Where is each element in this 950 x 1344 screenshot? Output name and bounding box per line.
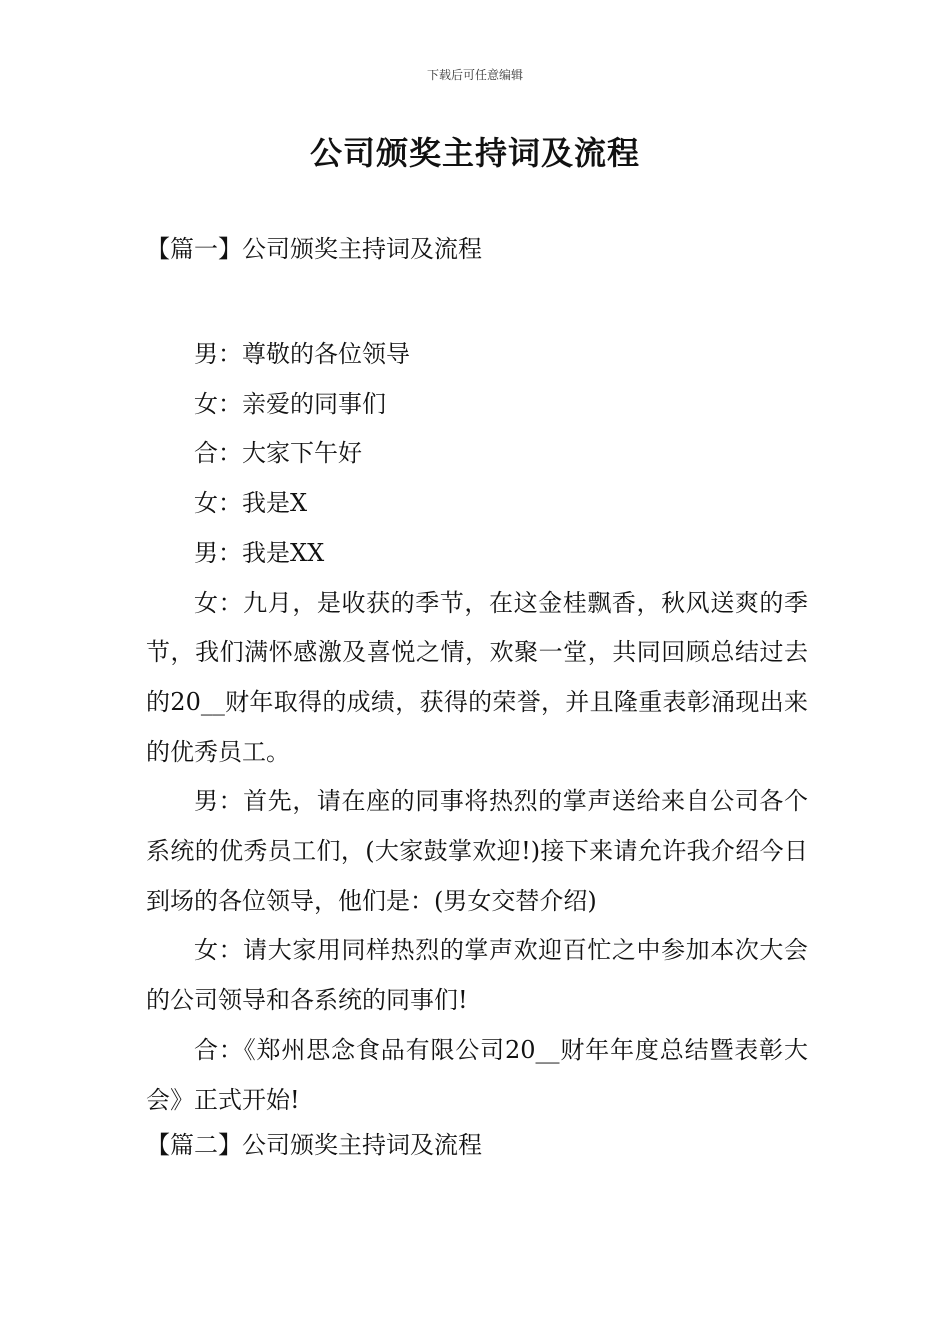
paragraph-5: 男：我是XX [194,538,325,567]
paragraph-7: 男：首先，请在座的同事将热烈的掌声送给来自公司各个系统的优秀员工们，(大家鼓掌欢迎!)接下来请允许我介绍今日到场的各位领导，他们是：(男女交替介绍) [146,787,808,915]
section-heading-2: 【篇二】公司颁奖主持词及流程 [146,1131,482,1159]
paragraph-3: 合：大家下午好 [194,439,362,468]
paragraph-6: 女：九月，是收获的季节，在这金桂飘香，秋风送爽的季节，我们满怀感激及喜悦之情，欢聚一堂，共同回顾总结过去的20__财年取得的成绩，获得的荣誉，并且隆重表彰涌现出来的优秀员工。 [146,588,808,766]
paragraph-9: 合：《郑州思念食品有限公司20__财年年度总结暨表彰大会》正式开始! [146,1035,808,1114]
document-body [146,330,808,1125]
paragraph-4: 女：我是X [194,489,308,518]
paragraph-2: 女：亲爱的同事们 [194,389,386,418]
paragraph-1: 男：尊敬的各位领导 [194,340,410,368]
header-note: 下载后可任意编辑 [426,68,523,82]
section-heading-1: 【篇一】公司颁奖主持词及流程 [146,235,482,263]
document-title: 公司颁奖主持词及流程 [309,134,640,172]
paragraph-8: 女：请大家用同样热烈的掌声欢迎百忙之中参加本次大会的公司领导和各系统的同事们! [146,936,808,1015]
